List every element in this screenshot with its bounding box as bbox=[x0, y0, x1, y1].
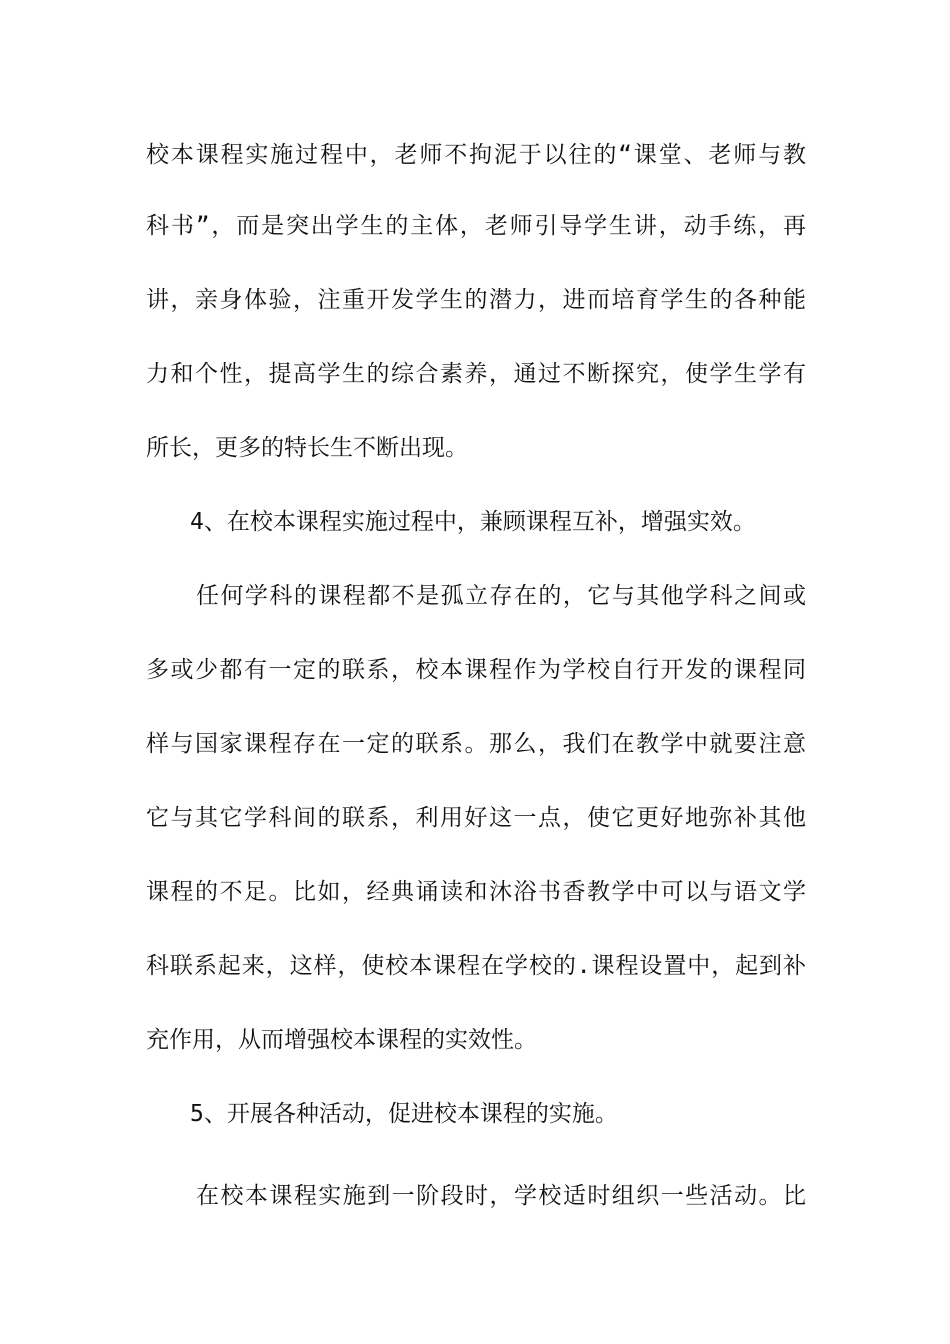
paragraph-line: 任何学科的课程都不是孤立存在的，它与其他学科之间或 bbox=[196, 583, 806, 609]
paragraph-line: 科联系起来，这样，使校本课程在学校的.课程设置中，起到补 bbox=[146, 953, 806, 979]
section-heading: 4、在校本课程实施过程中，兼顾课程互补，增强实效。 bbox=[190, 509, 756, 535]
paragraph-line: 课程的不足。比如，经典诵读和沐浴书香教学中可以与语文学 bbox=[146, 879, 806, 905]
paragraph-line: 在校本课程实施到一阶段时，学校适时组织一些活动。比 bbox=[196, 1183, 806, 1209]
paragraph-line: 充作用，从而增强校本课程的实效性。 bbox=[146, 1027, 537, 1053]
paragraph-line: 校本课程实施过程中，老师不拘泥于以往的“课堂、老师与教 bbox=[146, 142, 806, 168]
paragraph-line: 它与其它学科间的联系，利用好这一点，使它更好地弥补其他 bbox=[146, 805, 806, 831]
section-heading: 5、开展各种活动，促进校本课程的实施。 bbox=[190, 1101, 618, 1127]
paragraph-line: 多或少都有一定的联系，校本课程作为学校自行开发的课程同 bbox=[146, 657, 806, 683]
paragraph-line: 所长，更多的特长生不断出现。 bbox=[146, 435, 468, 461]
paragraph-line: 力和个性，提高学生的综合素养，通过不断探究，使学生学有 bbox=[146, 361, 806, 387]
paragraph-line: 样与国家课程存在一定的联系。那么，我们在教学中就要注意 bbox=[146, 731, 806, 757]
paragraph-line: 科书”，而是突出学生的主体，老师引导学生讲，动手练，再 bbox=[146, 213, 806, 239]
paragraph-line: 讲，亲身体验，注重开发学生的潜力，进而培育学生的各种能 bbox=[146, 287, 806, 313]
